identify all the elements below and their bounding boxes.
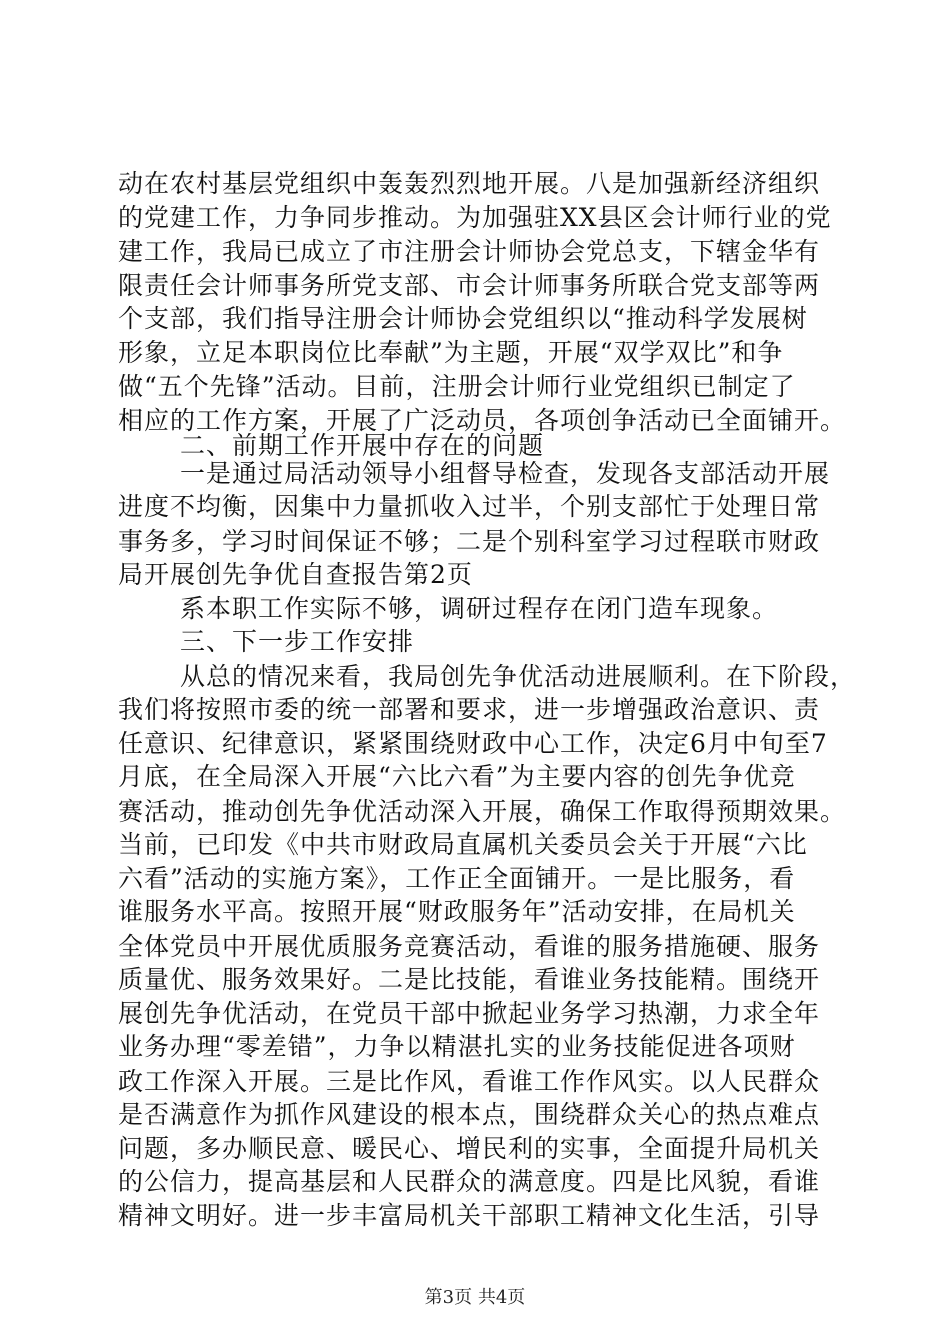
text-line: 问题，多办顺民意、暖民心、增民利的实事，全面提升局机关 xyxy=(118,1134,821,1163)
text-line: 系本职工作实际不够，调研过程存在闭门造车现象。 xyxy=(180,594,779,623)
section-heading: 三、下一步工作安排 xyxy=(180,627,415,656)
text-line: 动在农村基层党组织中轰轰烈烈地开展。八是加强新经济组织 xyxy=(118,169,821,198)
text-line: 一是通过局活动领导小组督导检查，发现各支部活动开展 xyxy=(180,459,831,488)
text-line: 我们将按照市委的统一部署和要求，进一步增强政治意识、责 xyxy=(118,695,821,724)
text-line: 是否满意作为抓作风建设的根本点，围绕群众关心的热点难点 xyxy=(118,1100,821,1129)
text-line: 建工作，我局已成立了市注册会计师协会党总支，下辖金华有 xyxy=(118,237,821,266)
text-line: 事务多，学习时间保证不够；二是个别科室学习过程联市财政 xyxy=(118,527,821,556)
text-line: 谁服务水平高。按照开展“财政服务年”活动安排，在局机关 xyxy=(118,897,796,926)
text-line: 政工作深入开展。三是比作风，看谁工作作风实。以人民群众 xyxy=(118,1067,821,1096)
text-line: 任意识、纪律意识，紧紧围绕财政中心工作，决定6月中旬至7 xyxy=(118,729,828,758)
text-line: 当前，已印发《中共市财政局直属机关委员会关于开展“六比 xyxy=(118,830,808,859)
text-line: 局开展创先争优自查报告第2页 xyxy=(118,560,473,589)
text-line: 业务办理“零差错”，力争以精湛扎实的业务技能促进各项财 xyxy=(118,1032,796,1061)
text-line: 从总的情况来看，我局创先争优活动进展顺利。在下阶段， xyxy=(180,662,857,691)
text-line: 月底，在全局深入开展“六比六看”为主要内容的创先争优竞 xyxy=(118,762,796,791)
text-line: 六看”活动的实施方案》，工作正全面铺开。一是比服务，看 xyxy=(118,864,796,893)
text-line: 质量优、服务效果好。二是比技能，看谁业务技能精。围绕开 xyxy=(118,965,821,994)
text-line: 的公信力，提高基层和人民群众的满意度。四是比风貌，看谁 xyxy=(118,1167,821,1196)
text-line: 个支部，我们指导注册会计师协会党组织以“推动科学发展树 xyxy=(118,304,808,333)
text-line: 进度不均衡，因集中力量抓收入过半，个别支部忙于处理日常 xyxy=(118,492,821,521)
page-number-footer: 第3页 共4页 xyxy=(424,1287,526,1308)
text-line: 的党建工作，力争同步推动。为加强驻XX县区会计师行业的党 xyxy=(118,203,832,232)
text-line: 赛活动，推动创先争优活动深入开展，确保工作取得预期效果。 xyxy=(118,797,847,826)
text-line: 相应的工作方案，开展了广泛动员，各项创争活动已全面铺开。 xyxy=(118,406,847,435)
text-line: 精神文明好。进一步丰富局机关干部职工精神文化生活，引导 xyxy=(118,1201,821,1230)
text-line: 展创先争优活动，在党员干部中掀起业务学习热潮，力求全年 xyxy=(118,999,821,1028)
text-line: 全体党员中开展优质服务竞赛活动，看谁的服务措施硬、服务 xyxy=(118,932,821,961)
text-line: 做“五个先锋”活动。目前，注册会计师行业党组织已制定了 xyxy=(118,372,796,401)
text-line: 形象，立足本职岗位比奉献”为主题，开展“双学双比”和争 xyxy=(118,338,784,367)
section-heading: 二、前期工作开展中存在的问题 xyxy=(180,431,545,460)
text-line: 限责任会计师事务所党支部、市会计师事务所联合党支部等两 xyxy=(118,271,821,300)
